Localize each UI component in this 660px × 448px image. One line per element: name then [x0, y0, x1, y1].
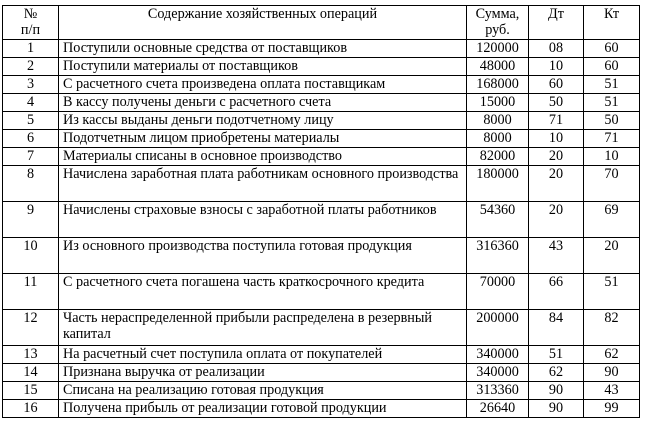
row-sum: 48000	[467, 57, 529, 75]
row-debit: 20	[529, 147, 584, 165]
table-row	[3, 111, 640, 129]
row-number: 15	[3, 381, 59, 399]
row-number: 12	[3, 309, 59, 345]
row-credit: 43	[584, 381, 640, 399]
row-credit: 90	[584, 363, 640, 381]
header-number-line2: п/п	[20, 22, 41, 39]
header-debit: Дт	[529, 6, 584, 40]
table-row	[3, 345, 640, 363]
table-row	[3, 237, 640, 273]
row-description: Подотчетным лицом приобретены материалы	[59, 129, 467, 147]
row-debit: 60	[529, 75, 584, 93]
header-sum	[467, 6, 529, 40]
row-credit: 60	[584, 57, 640, 75]
row-debit: 50	[529, 93, 584, 111]
header-sum-line2: руб.	[485, 22, 510, 39]
header-number-line1: №	[23, 6, 38, 22]
row-credit: 60	[584, 39, 640, 57]
header-number	[3, 6, 59, 40]
operations-table	[2, 5, 640, 418]
row-sum: 180000	[467, 165, 529, 201]
row-sum: 340000	[467, 363, 529, 381]
row-sum: 200000	[467, 309, 529, 345]
row-sum: 340000	[467, 345, 529, 363]
row-credit: 10	[584, 147, 640, 165]
operations-table-container	[2, 5, 640, 418]
row-number: 1	[3, 39, 59, 57]
row-sum: 316360	[467, 237, 529, 273]
row-debit: 10	[529, 129, 584, 147]
row-sum: 82000	[467, 147, 529, 165]
row-number: 16	[3, 399, 59, 417]
row-description: Из кассы выданы деньги подотчетному лицу	[59, 111, 467, 129]
row-number: 14	[3, 363, 59, 381]
row-debit: 10	[529, 57, 584, 75]
row-number: 10	[3, 237, 59, 273]
row-description: На расчетный счет поступила оплата от покупателей	[59, 345, 467, 363]
row-description: С расчетного счета произведена оплата поставщикам	[59, 75, 467, 93]
header-description: Содержание хозяйственных операций	[59, 6, 467, 40]
table-row	[3, 201, 640, 237]
row-number: 9	[3, 201, 59, 237]
row-credit: 20	[584, 237, 640, 273]
row-debit: 66	[529, 273, 584, 309]
row-credit: 70	[584, 165, 640, 201]
row-credit: 71	[584, 129, 640, 147]
table-row	[3, 39, 640, 57]
table-row	[3, 93, 640, 111]
row-sum: 8000	[467, 129, 529, 147]
row-debit: 90	[529, 399, 584, 417]
row-description: Начислена заработная плата работникам основного производства	[59, 165, 467, 201]
row-description: Поступили материалы от поставщиков	[59, 57, 467, 75]
row-number: 6	[3, 129, 59, 147]
row-credit: 99	[584, 399, 640, 417]
row-credit: 51	[584, 93, 640, 111]
row-description: Получена прибыль от реализации готовой продукции	[59, 399, 467, 417]
row-description: Признана выручка от реализации	[59, 363, 467, 381]
row-credit: 62	[584, 345, 640, 363]
row-number: 7	[3, 147, 59, 165]
row-credit: 69	[584, 201, 640, 237]
row-sum: 313360	[467, 381, 529, 399]
table-row	[3, 309, 640, 345]
row-number: 8	[3, 165, 59, 201]
table-header-row	[3, 6, 640, 40]
table-row	[3, 129, 640, 147]
table-row	[3, 75, 640, 93]
table-row	[3, 147, 640, 165]
row-credit: 50	[584, 111, 640, 129]
row-credit: 82	[584, 309, 640, 345]
row-sum: 168000	[467, 75, 529, 93]
row-description: Поступили основные средства от поставщиков	[59, 39, 467, 57]
row-number: 11	[3, 273, 59, 309]
header-sum-line1: Сумма,	[475, 6, 520, 22]
table-row	[3, 363, 640, 381]
row-sum: 54360	[467, 201, 529, 237]
row-debit: 20	[529, 165, 584, 201]
row-sum: 70000	[467, 273, 529, 309]
table-row	[3, 57, 640, 75]
row-debit: 43	[529, 237, 584, 273]
table-row	[3, 399, 640, 417]
row-description: Часть нераспределенной прибыли распределена в резервный капитал	[59, 309, 467, 345]
row-number: 2	[3, 57, 59, 75]
row-debit: 90	[529, 381, 584, 399]
row-description: Начислены страховые взносы с заработной платы работников	[59, 201, 467, 237]
table-row	[3, 165, 640, 201]
row-number: 3	[3, 75, 59, 93]
row-description: С расчетного счета погашена часть краткосрочного кредита	[59, 273, 467, 309]
table-row	[3, 273, 640, 309]
row-sum: 8000	[467, 111, 529, 129]
row-description: В кассу получены деньги с расчетного счета	[59, 93, 467, 111]
row-credit: 51	[584, 273, 640, 309]
table-row	[3, 381, 640, 399]
row-credit: 51	[584, 75, 640, 93]
row-debit: 71	[529, 111, 584, 129]
row-debit: 20	[529, 201, 584, 237]
row-number: 5	[3, 111, 59, 129]
row-description: Материалы списаны в основное производство	[59, 147, 467, 165]
row-sum: 120000	[467, 39, 529, 57]
row-debit: 84	[529, 309, 584, 345]
row-description: Списана на реализацию готовая продукция	[59, 381, 467, 399]
row-sum: 15000	[467, 93, 529, 111]
header-credit: Кт	[584, 6, 640, 40]
row-debit: 62	[529, 363, 584, 381]
row-debit: 08	[529, 39, 584, 57]
row-number: 4	[3, 93, 59, 111]
row-number: 13	[3, 345, 59, 363]
row-description: Из основного производства поступила готовая продукция	[59, 237, 467, 273]
row-debit: 51	[529, 345, 584, 363]
row-sum: 26640	[467, 399, 529, 417]
